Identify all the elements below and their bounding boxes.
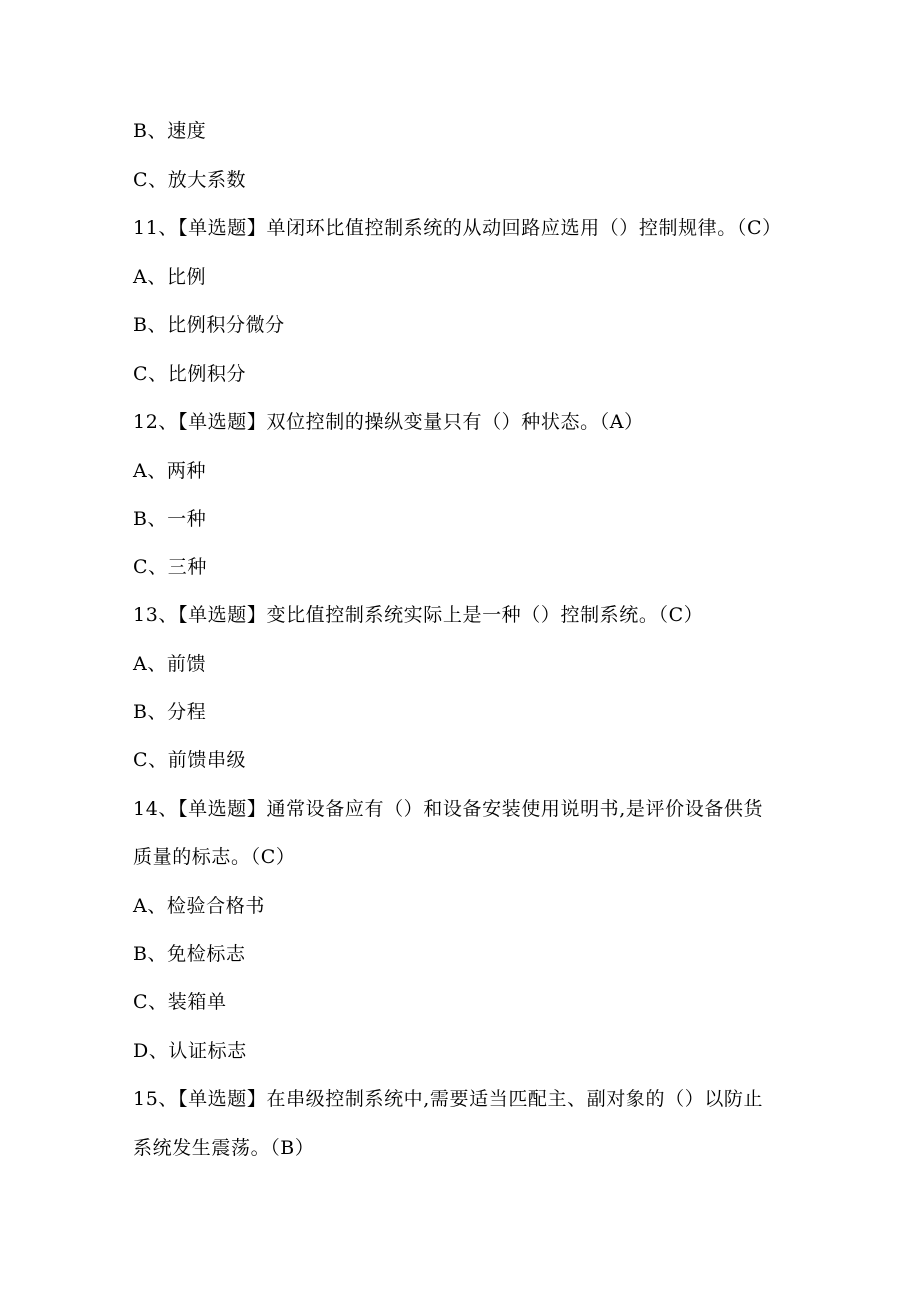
question-14-option-a: A、检验合格书 bbox=[133, 895, 265, 917]
question-11-option-c: C、比例积分 bbox=[133, 363, 247, 385]
question-14-continued: 质量的标志。（C） bbox=[133, 846, 296, 868]
question-13-option-b: B、分程 bbox=[133, 701, 207, 723]
question-15-continued: 系统发生震荡。（B） bbox=[133, 1137, 315, 1159]
question-12-option-c: C、三种 bbox=[133, 556, 207, 578]
question-13-option-a: A、前馈 bbox=[133, 653, 207, 675]
question-14: 14、【单选题】通常设备应有（）和设备安装使用说明书,是评价设备供货 bbox=[133, 798, 764, 820]
option-b-speed: B、速度 bbox=[133, 120, 207, 142]
question-15: 15、【单选题】在串级控制系统中,需要适当匹配主、副对象的（）以防止 bbox=[133, 1088, 764, 1110]
option-c-gain: C、放大系数 bbox=[133, 169, 247, 191]
question-14-option-c: C、装箱单 bbox=[133, 991, 227, 1013]
question-12-option-b: B、一种 bbox=[133, 508, 207, 530]
question-13-option-c: C、前馈串级 bbox=[133, 749, 247, 771]
question-11: 11、【单选题】单闭环比值控制系统的从动回路应选用（）控制规律。（C） bbox=[133, 217, 782, 239]
question-11-option-a: A、比例 bbox=[133, 266, 207, 288]
question-12-option-a: A、两种 bbox=[133, 460, 207, 482]
question-12: 12、【单选题】双位控制的操纵变量只有（）种状态。（A） bbox=[133, 411, 644, 433]
question-14-option-d: D、认证标志 bbox=[133, 1040, 247, 1062]
question-13: 13、【单选题】变比值控制系统实际上是一种（）控制系统。（C） bbox=[133, 604, 704, 626]
question-11-option-b: B、比例积分微分 bbox=[133, 314, 285, 336]
question-14-option-b: B、免检标志 bbox=[133, 943, 246, 965]
